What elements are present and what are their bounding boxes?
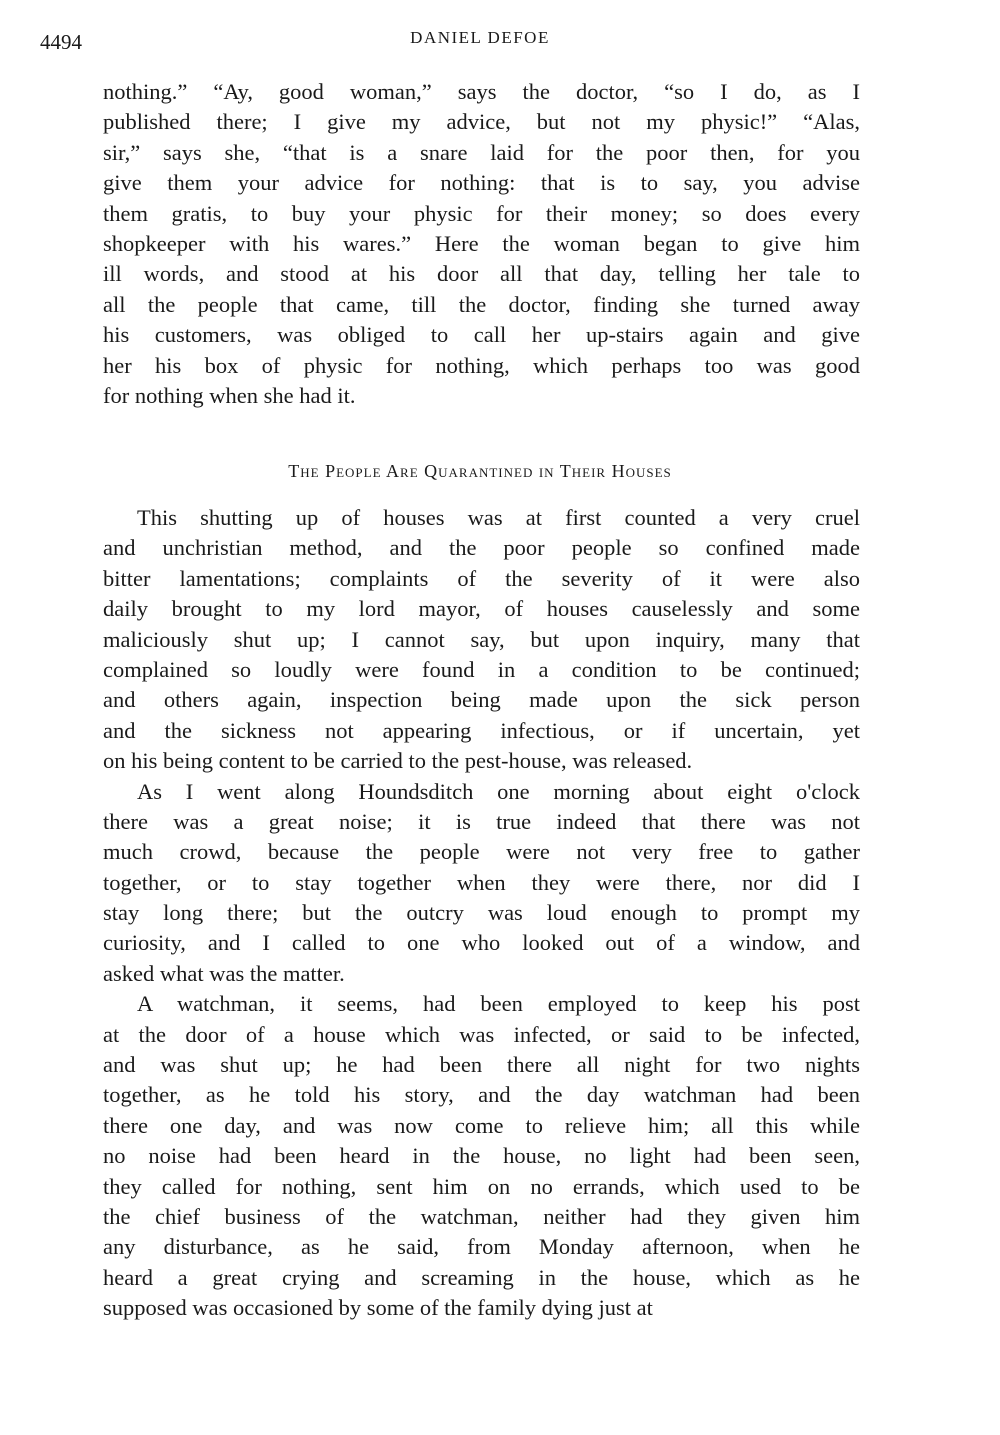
paragraph bbox=[103, 503, 860, 777]
text-block-top bbox=[103, 77, 860, 411]
text-line: sir,” says she, “that is a snare laid for the poor then, for you bbox=[103, 139, 860, 165]
text-line: and the sickness not appearing infectious, or if uncertain, yet bbox=[103, 717, 860, 743]
text-line: there was a great noise; it is true indeed that there was not bbox=[103, 808, 860, 834]
page-number: 4494 bbox=[40, 30, 82, 54]
text-line: at the door of a house which was infected, or said to be infected, bbox=[103, 1021, 860, 1047]
text-line: daily brought to my lord mayor, of houses causelessly and some bbox=[103, 596, 860, 622]
text-line: bitter lamentations; complaints of the severity of it were also bbox=[103, 565, 860, 591]
text-line: them gratis, to buy your physic for their money; so does every bbox=[103, 200, 860, 226]
text-line: on his being content to be carried to the pest-house, was released. bbox=[103, 748, 693, 774]
text-line: This shutting up of houses was at first counted a very cruel bbox=[137, 505, 860, 530]
text-line: maliciously shut up; I cannot say, but upon inquiry, many that bbox=[103, 626, 860, 652]
paragraph bbox=[103, 777, 860, 990]
paragraph bbox=[103, 77, 860, 411]
text-line: any disturbance, as he said, from Monday afternoon, when he bbox=[103, 1234, 860, 1260]
text-line: give them your advice for nothing: that is to say, you advise bbox=[103, 170, 860, 196]
text-line: together, as he told his story, and the day watchman had been bbox=[103, 1082, 860, 1108]
text-block-bottom bbox=[103, 503, 860, 1324]
text-line: together, or to stay together when they were there, nor did I bbox=[103, 869, 860, 895]
section-heading: The People Are Quarantined in Their Houses bbox=[288, 461, 672, 481]
text-line: and unchristian method, and the poor people so confined made bbox=[103, 535, 860, 561]
text-line: stay long there; but the outcry was loud enough to prompt my bbox=[103, 900, 860, 926]
text-line: published there; I give my advice, but not my physic!” “Alas, bbox=[103, 109, 860, 135]
text-line: his customers, was obliged to call her up-stairs again and give bbox=[103, 322, 860, 348]
text-line: there one day, and was now come to relieve him; all this while bbox=[103, 1112, 860, 1138]
text-line: for nothing when she had it. bbox=[103, 382, 356, 408]
text-line: asked what was the matter. bbox=[103, 960, 345, 986]
text-line: nothing.” “Ay, good woman,” says the doctor, “so I do, as I bbox=[103, 79, 860, 104]
text-line: A watchman, it seems, had been employed to keep his post bbox=[137, 991, 860, 1017]
text-line: ill words, and stood at his door all that day, telling her tale to bbox=[103, 261, 860, 287]
paragraph bbox=[103, 989, 860, 1323]
text-line: complained so loudly were found in a condition to be continued; bbox=[103, 656, 860, 682]
running-title: DANIEL DEFOE bbox=[410, 28, 550, 47]
text-line: the chief business of the watchman, neither had they given him bbox=[103, 1203, 860, 1229]
text-line: and others again, inspection being made upon the sick person bbox=[103, 687, 860, 713]
text-line: her his box of physic for nothing, which perhaps too was good bbox=[103, 352, 860, 378]
text-line: curiosity, and I called to one who looked out of a window, and bbox=[103, 930, 860, 956]
text-line: no noise had been heard in the house, no light had been seen, bbox=[103, 1143, 860, 1169]
text-line: As I went along Houndsditch one morning about eight o'clock bbox=[137, 778, 860, 804]
text-line: they called for nothing, sent him on no errands, which used to be bbox=[103, 1173, 860, 1199]
text-line: much crowd, because the people were not very free to gather bbox=[103, 839, 860, 865]
text-line: heard a great crying and screaming in the house, which as he bbox=[103, 1264, 860, 1290]
text-line: and was shut up; he had been there all night for two nights bbox=[103, 1052, 860, 1078]
text-line: shopkeeper with his wares.” Here the woman began to give him bbox=[103, 230, 860, 256]
text-line: all the people that came, till the doctor, finding she turned away bbox=[103, 291, 860, 317]
text-line: supposed was occasioned by some of the family dying just at bbox=[103, 1295, 653, 1321]
